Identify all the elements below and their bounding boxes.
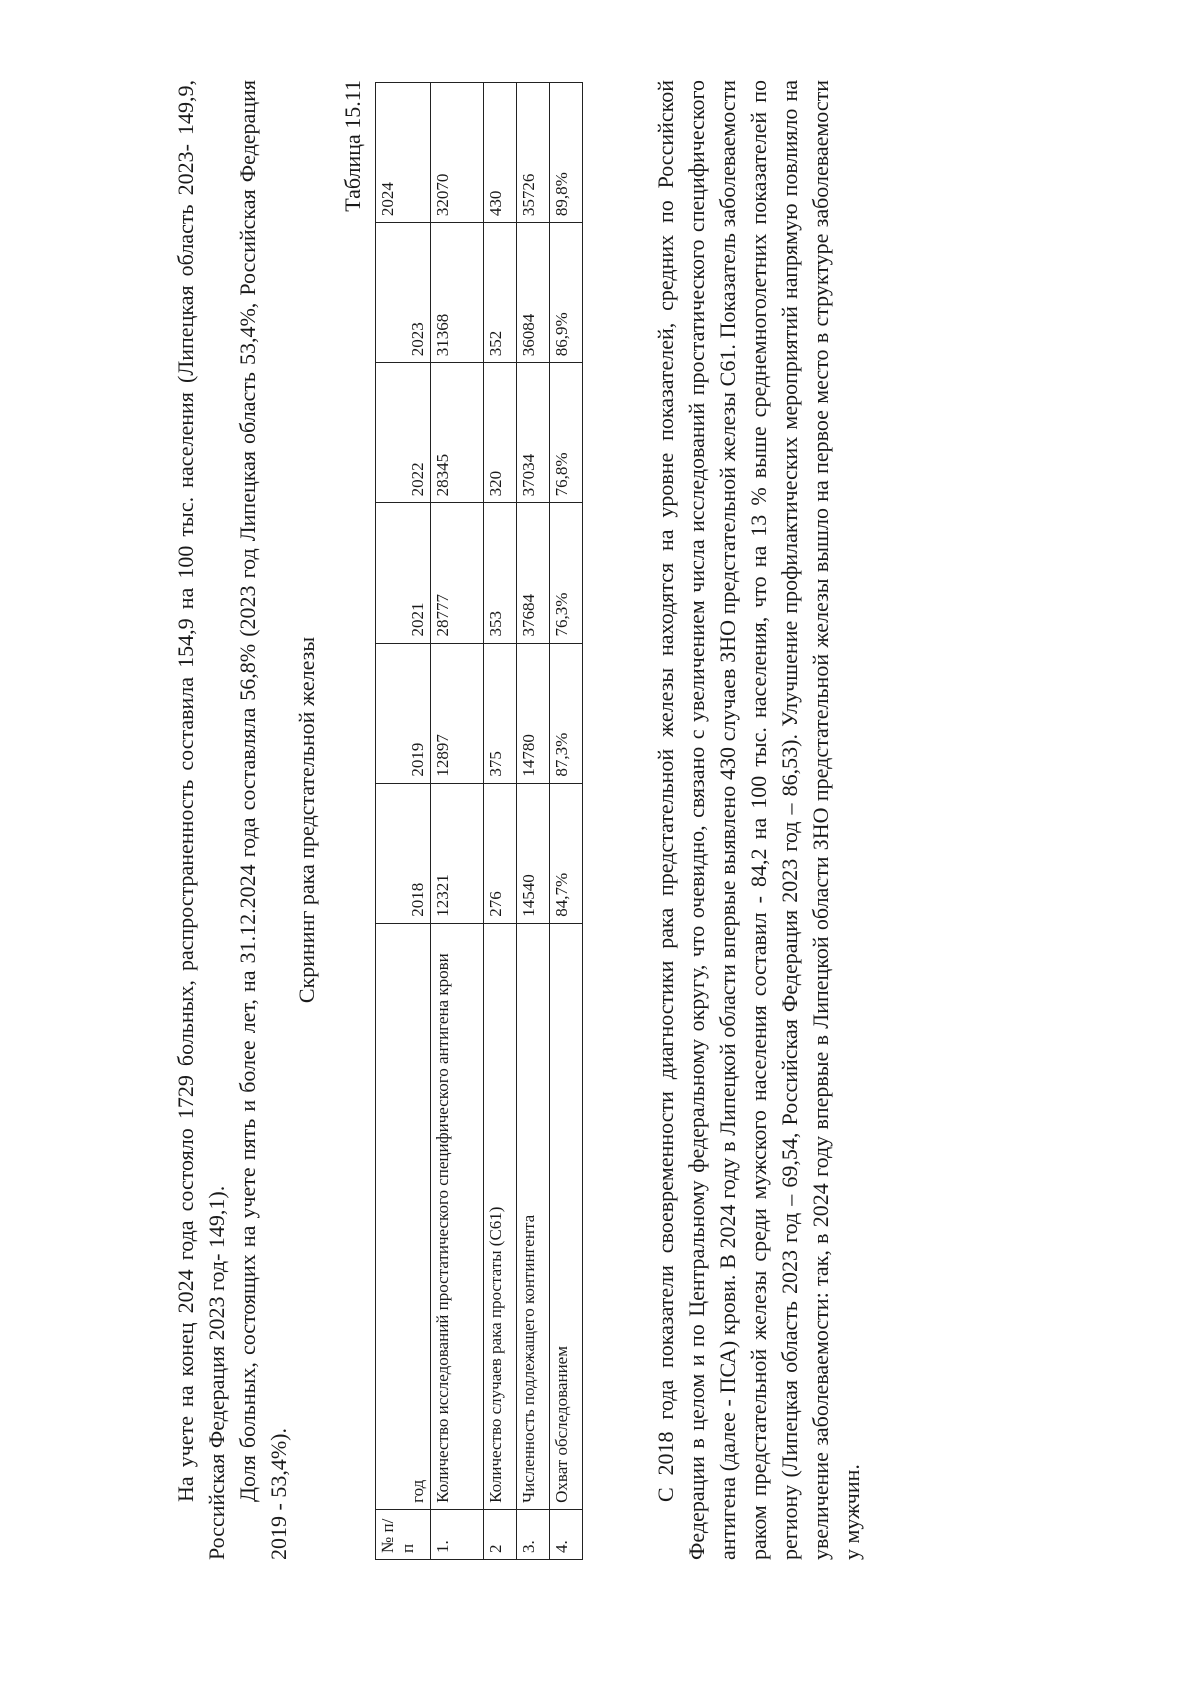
header-year-2023: 2023 [376, 223, 431, 363]
table-header-row [376, 83, 431, 1560]
row-value: 14540 [517, 783, 550, 923]
conclusion-paragraph: С 2018 года показатели своевременности диагностики рака предстательной железы находятся на уровне показателей, средних по Российской Федерации в целом и по Центральному федеральному округу, что очевидно, связано с увеличением числа исследований простатического специфического антигена (далее - ПСА) крови. В 2024 году в Липецкой области впервые выявлено 430 случаев ЗНО предстательной железы С61. Показатель заболеваемости раком предстательной железы среди мужского населения составил - 84,2 на 100 тыс. населения, что на 13 % выше среднемноголетних показателей по региону (Липецкая область 2023 год – 69,54, Российская Федерация 2023 год – 86,53). Улучшение профилактических мероприятий напрямую повлияло на увеличение заболеваемости: так, в 2024 году впервые в Липецкой области ЗНО предстательной железы вышло на первое место в структуре заболеваемости у мужчин. [653, 80, 864, 1560]
table-caption: Скрининг рака предстательной железы [294, 636, 319, 1004]
row-value: 84,7% [550, 783, 583, 923]
screening-table [375, 82, 583, 1560]
row-value: 37034 [517, 363, 550, 503]
row-value: 28777 [431, 503, 484, 643]
row-value: 353 [484, 503, 517, 643]
row-value: 36084 [517, 223, 550, 363]
row-value: 276 [484, 783, 517, 923]
row-name: Охват обследованием [550, 923, 583, 1509]
row-value: 76,8% [550, 363, 583, 503]
document-page [170, 80, 930, 1560]
row-value: 430 [484, 83, 517, 223]
row-value: 375 [484, 643, 517, 783]
header-year-label: год [376, 923, 431, 1509]
row-name: Количество случаев рака простаты (С61) [484, 923, 517, 1509]
row-value: 87,3% [550, 643, 583, 783]
intro-paragraph-share: Доля больных, состоящих на учете пять и более лет, на 31.12.2024 года составляла 56,8% (2023 год Липецкая область 53,4%, Российская Федерация 2019 - 53,4%). [235, 80, 291, 1560]
header-year-2024: 2024 [376, 83, 431, 223]
row-value: 35726 [517, 83, 550, 223]
header-year-2019: 2019 [376, 643, 431, 783]
header-num: № п/п [376, 1509, 431, 1559]
row-value: 89,8% [550, 83, 583, 223]
row-value: 12321 [431, 783, 484, 923]
row-value: 352 [484, 223, 517, 363]
conclusion-block [650, 80, 867, 1560]
row-num: 3. [517, 1509, 550, 1559]
row-value: 14780 [517, 643, 550, 783]
header-year-2018: 2018 [376, 783, 431, 923]
row-value: 76,3% [550, 503, 583, 643]
row-value: 12897 [431, 643, 484, 783]
row-value: 320 [484, 363, 517, 503]
header-year-2021: 2021 [376, 503, 431, 643]
row-num: 1. [431, 1509, 484, 1559]
row-value: 32070 [431, 83, 484, 223]
row-num: 4. [550, 1509, 583, 1559]
row-value: 31368 [431, 223, 484, 363]
row-value: 37684 [517, 503, 550, 643]
table-row [517, 83, 550, 1560]
row-value: 28345 [431, 363, 484, 503]
table-row [431, 83, 484, 1560]
row-name: Численность подлежащего контингента [517, 923, 550, 1509]
table-number: Таблица 15.11 [340, 80, 365, 212]
row-value: 86,9% [550, 223, 583, 363]
row-name: Количество исследований простатического специфического антигена крови [431, 923, 484, 1509]
header-year-2022: 2022 [376, 363, 431, 503]
table-row [484, 83, 517, 1560]
table-row [550, 83, 583, 1560]
row-num: 2 [484, 1509, 517, 1559]
intro-paragraph-prevalence: На учете на конец 2024 года состояло 1729 больных, распространенность составила 154,9 на 100 тыс. населения (Липецкая область 2023- 149,9, Российская Федерация 2023 год- 149,1). [173, 80, 229, 1560]
